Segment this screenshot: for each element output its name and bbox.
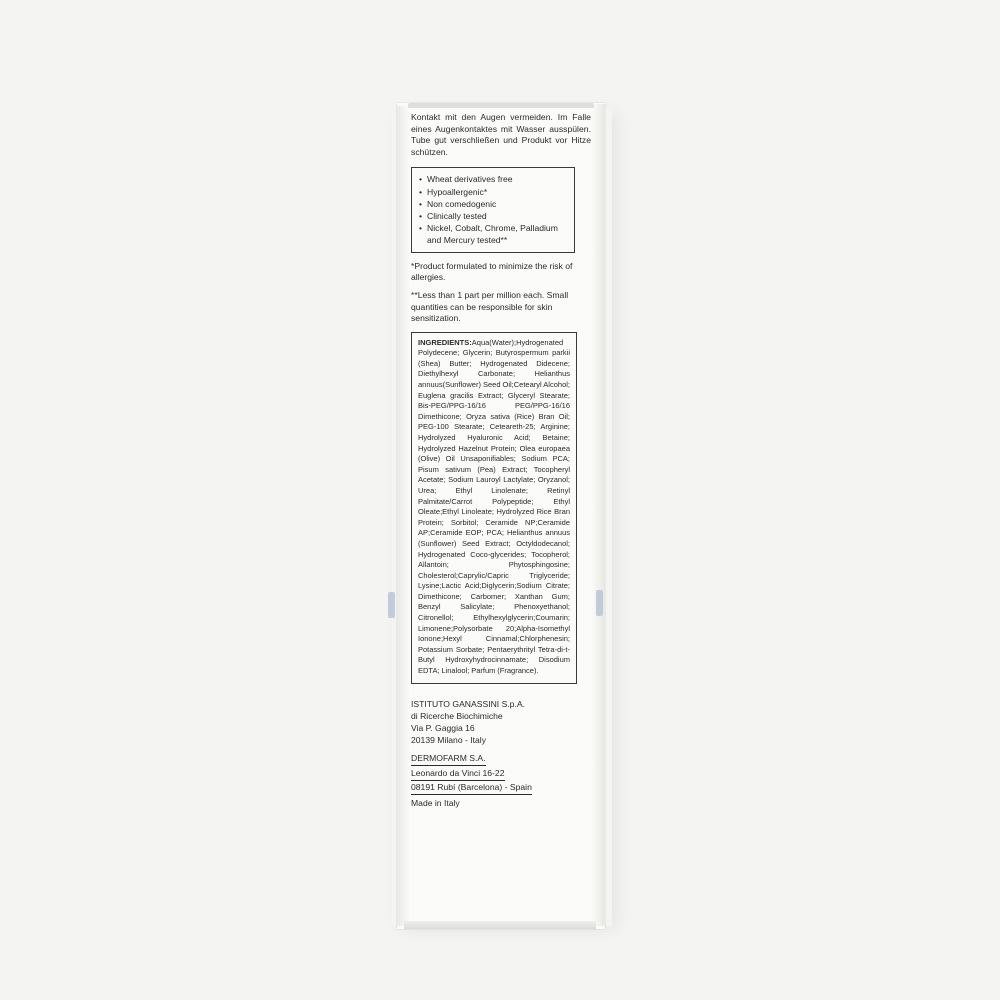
feature-label: Clinically tested [427,210,487,221]
distributor-block [411,752,593,795]
features-box [411,167,575,252]
bullet-icon: • [419,174,423,185]
ingredients-text [418,338,570,677]
carton-side-tab-right [596,590,603,616]
manufacturer-block [411,698,593,747]
footnote-metals: **Less than 1 part per million each. Small quantities can be responsible for skin sensitization. [411,290,569,324]
distributor-name: DERMOFARM S.A. [411,752,486,766]
made-in-text: Made in Italy [411,797,460,808]
bullet-icon: • [419,223,423,234]
footnote-hypoallergenic: *Product formulated to minimize the risk of allergies. [411,260,573,282]
carton-right-edge [591,104,605,926]
feature-item [419,210,568,222]
feature-label: Nickel, Cobalt, Chrome, Palladium and Mercury tested** [427,223,558,246]
ingredients-box [411,332,577,684]
carton-left-edge [397,106,411,926]
carton-side-tab-left [388,592,395,618]
feature-item [419,222,568,246]
feature-label: Wheat derivatives free [427,174,513,185]
manufacturer-street: Via P. Gaggia 16 [411,723,475,734]
feature-label: Non comedogenic [427,198,497,209]
manufacturer-subtitle: di Ricerche Biochimiche [411,710,503,721]
bullet-icon: • [419,210,423,221]
bullet-icon: • [419,198,423,209]
distributor-city: 08191 Rubí (Barcelona) - Spain [411,781,532,795]
warning-text: Kontakt mit den Augen vermeiden. Im Falle eines Augenkontaktes mit Wasser ausspülen. Tube gut verschließen und Produkt vor Hitze schützen. [411,112,591,157]
feature-label: Hypoallergenic* [427,186,488,197]
carton-top-edge [408,103,594,108]
feature-item [419,173,568,185]
ingredients-list: Aqua(Water);Hydrogenated Polydecene; Glycerin; Butyrospermum parkii (Shea) Butter; Hydrogenated Didecene; Diethylhexyl Carbonate; Helianthus annuus(Sunflower) Seed Oil;Cetearyl Alcohol; Euglena gracilis Extract; Glyceryl Stearate; Bis-PEG/PPG-16/16 PEG/PPG-16/16 Dimethicone; Oryza sativa (Rice) Bran Oil; PEG-100 Stearate; Ceteareth-25; Arginine; Hydrolyzed Hyaluronic Acid; Betaine; Hydrolyzed Hazelnut Protein; Olea europaea (Olive) Oil Unsaponifiables; Sodium PCA; Pisum sativum (Pea) Extract; Tocopheryl Acetate; Sodium Lauroyl Lactylate; Oryzanol; Urea; Ethyl Linolenate; Retinyl Palmitate/Carrot Polypeptide; Ethyl Oleate;Ethyl Linoleate; Hydrolyzed Rice Bran Protein; Sorbitol; Ceramide NP;Ceramide AP;Ceramide EOP; PCA; Helianthus annuus (Sunflower) Seed Extract; Octyldodecanol; Hydrogenated Coco-glycerides; Tocopherol; Allantoin; Phytosphingosine; Cholesterol;Caprylic/Capric Triglyceride; Lysine;Lactic Acid;Diglycerin;Sodium Citrate; Dimethicone; Carbomer; Xanthan Gum; Benzyl Salicylate; Phenoxyethanol; Citronellol; Ethylhexylglycerin;Coumarin; Limonene;Polysorbate 20;Alpha-Isomethyl Ionone;Hexyl Cinnamal;Chlorphenesin; Potassium Sorbate; Pentaerythrityl Tetra-di-t-Butyl Hydroxyhydrocinnamate; Disodium EDTA; Linalool; Parfum (Fragrance). [418,337,570,676]
distributor-street: Leonardo da Vinci 16-22 [411,767,505,781]
feature-item [419,186,568,198]
bullet-icon: • [419,186,423,197]
carton-side-panel [411,112,593,924]
ingredients-label: INGREDIENTS: [418,337,472,347]
feature-item [419,198,568,210]
manufacturer-name: ISTITUTO GANASSINI S.p.A. [411,698,525,709]
manufacturer-city: 20139 Milano - Italy [411,735,486,746]
